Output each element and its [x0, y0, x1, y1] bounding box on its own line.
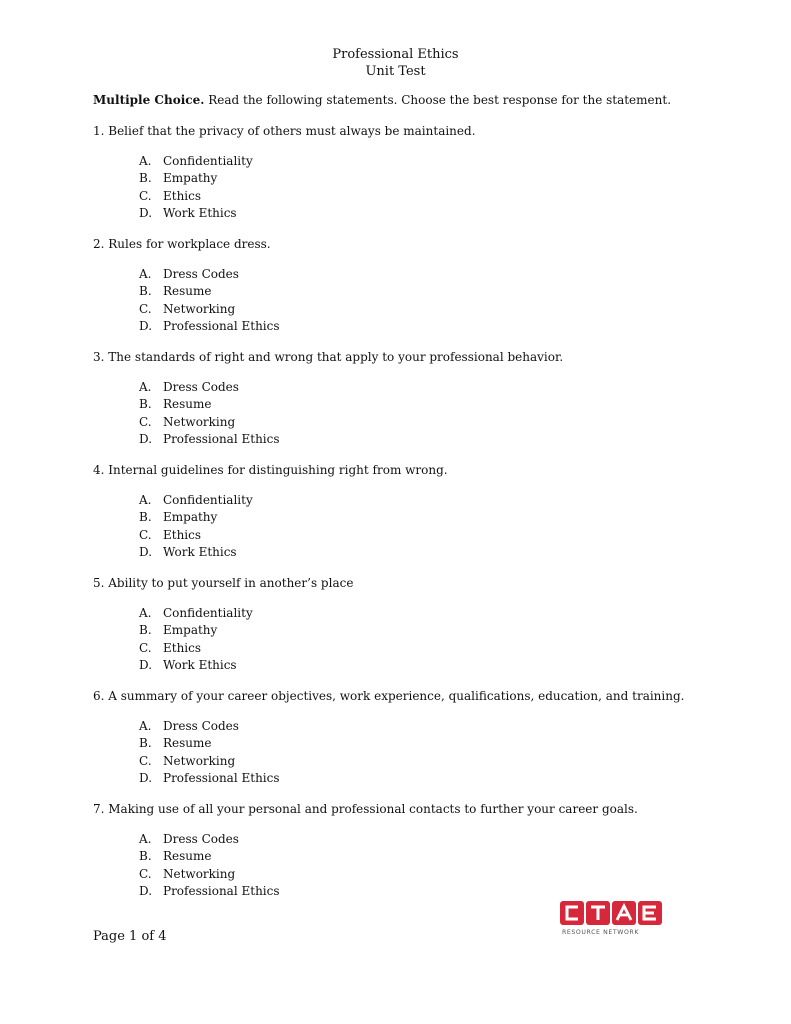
- answer-option: A. Confidentiality: [139, 493, 253, 507]
- answer-option: C. Networking: [139, 414, 236, 429]
- answer-option: B. Resume: [139, 736, 212, 751]
- question-text: 4. Internal guidelines for distinguishing right from wrong.: [93, 463, 448, 477]
- answer-option: D. Work Ethics: [139, 544, 237, 559]
- question-text: 6. A summary of your career objectives, work experience, qualifications, education, and training.: [93, 689, 685, 703]
- answer-option: A. Confidentiality: [139, 606, 253, 620]
- answer-option: D. Professional Ethics: [139, 883, 280, 898]
- answer-option: C. Networking: [139, 753, 236, 768]
- question-text: 2. Rules for workplace dress.: [93, 237, 271, 251]
- answer-option: A. Confidentiality: [139, 154, 253, 168]
- page-number: Page 1 of 4: [93, 929, 167, 944]
- answer-option: D. Professional Ethics: [139, 318, 280, 333]
- answer-option: B. Resume: [139, 397, 212, 412]
- answer-option: C. Networking: [139, 866, 236, 881]
- answer-options: [139, 833, 280, 902]
- answer-options: [139, 268, 280, 337]
- answer-option: A. Dress Codes: [139, 719, 239, 733]
- ctae-logo-tagline: RESOURCE NETWORK: [562, 929, 639, 936]
- ctae-logo-mark: [560, 901, 662, 925]
- answer-options: [139, 720, 280, 789]
- answer-option: C. Ethics: [139, 527, 202, 542]
- answer-option: A. Dress Codes: [139, 832, 239, 846]
- answer-option: B. Empathy: [139, 510, 218, 525]
- answer-option: C. Ethics: [139, 640, 202, 655]
- answer-option: B. Empathy: [139, 623, 218, 638]
- document-subtitle: Unit Test: [365, 64, 426, 79]
- instructions-text: Read the following statements. Choose the best response for the statement.: [204, 93, 672, 107]
- instructions: [93, 94, 671, 106]
- answer-options: [139, 607, 253, 676]
- ctae-logo: [559, 900, 664, 937]
- answer-option: D. Work Ethics: [139, 657, 237, 672]
- answer-option: B. Resume: [139, 284, 212, 299]
- question-text: 1. Belief that the privacy of others must always be maintained.: [93, 124, 476, 138]
- answer-option: D. Work Ethics: [139, 205, 237, 220]
- answer-option: B. Resume: [139, 849, 212, 864]
- answer-option: A. Dress Codes: [139, 380, 239, 394]
- answer-options: [139, 155, 253, 224]
- answer-options: [139, 494, 253, 563]
- question-text: 5. Ability to put yourself in another’s place: [93, 576, 354, 590]
- answer-option: C. Ethics: [139, 188, 202, 203]
- answer-option: B. Empathy: [139, 171, 218, 186]
- question-text: 7. Making use of all your personal and professional contacts to further your career goals.: [93, 802, 638, 816]
- instructions-heading: Multiple Choice.: [93, 93, 205, 107]
- answer-option: C. Networking: [139, 301, 236, 316]
- answer-option: D. Professional Ethics: [139, 770, 280, 785]
- document-title: Professional Ethics: [332, 47, 459, 62]
- answer-option: A. Dress Codes: [139, 267, 239, 281]
- question-text: 3. The standards of right and wrong that apply to your professional behavior.: [93, 350, 564, 364]
- answer-option: D. Professional Ethics: [139, 431, 280, 446]
- answer-options: [139, 381, 280, 450]
